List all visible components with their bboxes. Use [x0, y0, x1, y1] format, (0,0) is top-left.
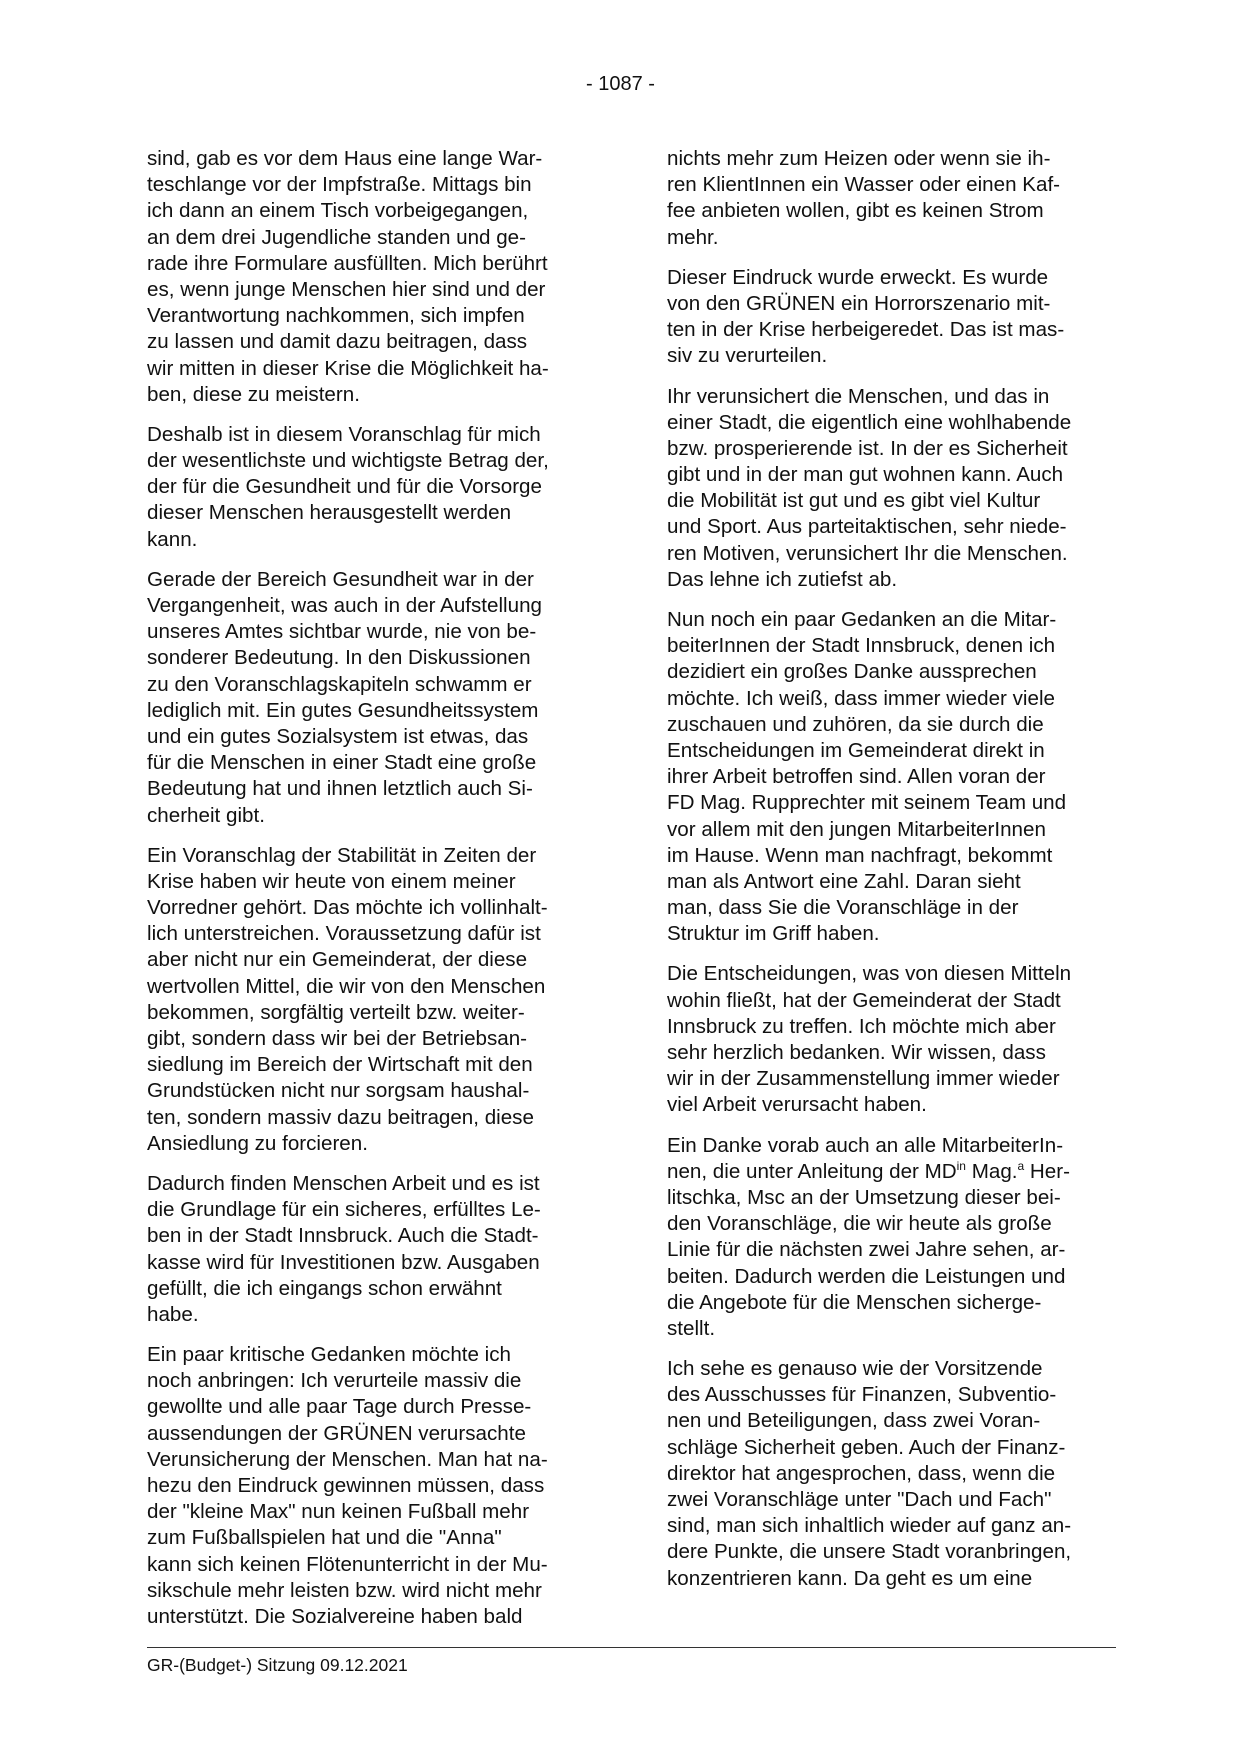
text-line: Krise haben wir heute von einem meiner [147, 869, 516, 893]
text-line: sikschule mehr leisten bzw. wird nicht mehr [147, 1578, 542, 1602]
text-line: sind, man sich inhaltlich wieder auf ganz an- [667, 1514, 1072, 1538]
text-line: unterstützt. Die Sozialvereine haben bald [147, 1604, 523, 1628]
text-line: dieser Menschen herausgestellt werden [147, 501, 512, 525]
text-line: die Angebote für die Menschen sicherge- [667, 1290, 1042, 1314]
text-line: kasse wird für Investitionen bzw. Ausgaben [147, 1250, 540, 1274]
text-line: Ein Voranschlag der Stabilität in Zeiten der [147, 843, 537, 867]
text-line: siv zu verurteilen. [667, 344, 828, 368]
text-line: im Hause. Wenn man nachfragt, bekommt [667, 843, 1053, 867]
text-line: wohin fließt, hat der Gemeinderat der Stadt [667, 988, 1061, 1012]
text-line: nen und Beteiligungen, dass zwei Voran- [667, 1409, 1041, 1433]
text-line: Grundstücken nicht nur sorgsam haushal- [147, 1079, 530, 1103]
text-line: cherheit gibt. [147, 803, 265, 827]
page-number: - 1087 - [586, 73, 655, 95]
text-line: Deshalb ist in diesem Voranschlag für mich [147, 422, 541, 446]
paragraph [147, 1342, 587, 1630]
text-line: aussendungen der GRÜNEN verursachte [147, 1421, 526, 1445]
text-line: Ihr verunsichert die Menschen, und das in [667, 384, 1050, 408]
text-line: es, wenn junge Menschen hier sind und der [147, 277, 546, 301]
superscript: a [1017, 1158, 1025, 1173]
text-line: rade ihre Formulare ausfüllten. Mich berührt [147, 251, 548, 275]
text-line: die Grundlage für ein sicheres, erfülltes Le- [147, 1198, 541, 1222]
text-line: gewollte und alle paar Tage durch Presse- [147, 1395, 532, 1419]
text-line: viel Arbeit verursacht haben. [667, 1093, 927, 1117]
text-line: Ich sehe es genauso wie der Vorsitzende [667, 1357, 1043, 1381]
paragraph [667, 961, 1107, 1118]
text-line-with-superscripts [667, 1159, 1107, 1185]
text-line: ich dann an einem Tisch vorbeigegangen, [147, 199, 529, 223]
text-line: Ein paar kritische Gedanken möchte ich [147, 1343, 512, 1367]
text-line: der wesentlichste und wichtigste Betrag der, [147, 449, 549, 473]
text-line: wir mitten in dieser Krise die Möglichkeit ha- [147, 356, 549, 380]
text-line: den Voranschläge, die wir heute als große [667, 1212, 1052, 1236]
text-line: lich unterstreichen. Voraussetzung dafür ist [147, 922, 541, 946]
text-line: kann. [147, 527, 198, 551]
text-line: sehr herzlich bedanken. Wir wissen, dass [667, 1041, 1046, 1064]
text-line: des Ausschusses für Finanzen, Subventio- [667, 1383, 1057, 1407]
text-fragment: Her- [1024, 1159, 1070, 1183]
text-line: mehr. [667, 225, 719, 249]
text-line: nichts mehr zum Heizen oder wenn sie ih- [667, 147, 1051, 170]
text-line: Die Entscheidungen, was von diesen Mitteln [667, 962, 1072, 986]
text-line: für die Menschen in einer Stadt eine große [147, 751, 537, 775]
text-line: man, dass Sie die Voranschläge in der [667, 896, 1019, 920]
text-line: Verantwortung nachkommen, sich impfen [147, 304, 525, 328]
footer-divider [147, 1647, 1116, 1648]
text-line: vor allem mit den jungen MitarbeiterInnen [667, 817, 1046, 841]
paragraph [667, 607, 1107, 947]
text-line: Ansiedlung zu forcieren. [147, 1131, 368, 1155]
text-line: Linie für die nächsten zwei Jahre sehen, ar- [667, 1238, 1066, 1262]
text-fragment: Mag. [965, 1159, 1018, 1183]
text-line: Struktur im Griff haben. [667, 922, 880, 946]
text-line: noch anbringen: Ich verurteile massiv die [147, 1369, 522, 1393]
paragraph-danke [667, 1133, 1107, 1343]
paragraph [147, 422, 587, 553]
right-column [667, 146, 1107, 1606]
text-line: gefüllt, die ich eingangs schon erwähnt [147, 1276, 502, 1300]
paragraph [147, 1171, 587, 1328]
text-line: einer Stadt, die eigentlich eine wohlhabende [667, 410, 1072, 434]
text-line: beiten. Dadurch werden die Leistungen und [667, 1264, 1066, 1288]
text-line: Innsbruck zu treffen. Ich möchte mich aber [667, 1014, 1056, 1038]
text-line: stellt. [667, 1316, 716, 1340]
text-line: habe. [147, 1302, 199, 1326]
text-line: die Mobilität ist gut und es gibt viel Kultur [667, 489, 1041, 513]
text-line: der für die Gesundheit und für die Vorsorge [147, 475, 542, 499]
text-line: zu lassen und damit dazu beitragen, dass [147, 330, 528, 354]
text-line: von den GRÜNEN ein Horrorszenario mit- [667, 291, 1051, 315]
text-line: dezidiert ein großes Danke aussprechen [667, 660, 1037, 684]
paragraph [147, 567, 587, 829]
text-line: dere Punkte, die unsere Stadt voranbringen, [667, 1540, 1072, 1564]
text-line: bzw. prosperierende ist. In der es Sicherheit [667, 436, 1068, 460]
text-line: Dadurch finden Menschen Arbeit und es ist [147, 1171, 540, 1195]
text-line: Gerade der Bereich Gesundheit war in der [147, 567, 534, 591]
text-line: zum Fußballspielen hat und die "Anna" [147, 1526, 502, 1550]
right-column-paragraphs [667, 146, 1107, 1119]
text-line: ren Motiven, verunsichert Ihr die Menschen. [667, 541, 1068, 565]
text-line: man als Antwort eine Zahl. Daran sieht [667, 869, 1021, 893]
text-line: Vorredner gehört. Das möchte ich vollinhalt- [147, 896, 548, 920]
text-line: konzentrieren kann. Da geht es um eine [667, 1566, 1033, 1590]
text-line: Vergangenheit, was auch in der Aufstellung [147, 594, 542, 617]
text-line: gibt, sondern dass wir bei der Betriebsan- [147, 1027, 528, 1050]
text-line: ren KlientInnen ein Wasser oder einen Kaf- [667, 173, 1061, 197]
text-line: aber nicht nur ein Gemeinderat, der diese [147, 948, 528, 972]
text-line: litschka, Msc an der Umsetzung dieser bei- [667, 1185, 1061, 1209]
text-line: gibt und in der man gut wohnen kann. Auch [667, 463, 1064, 487]
paragraph [147, 843, 587, 1157]
text-line: an dem drei Jugendliche standen und ge- [147, 225, 526, 249]
text-line: zwei Voranschläge unter "Dach und Fach" [667, 1488, 1052, 1511]
text-line: lediglich mit. Ein gutes Gesundheitssystem [147, 698, 539, 722]
text-line: Verunsicherung der Menschen. Man hat na- [147, 1447, 548, 1471]
paragraph [667, 384, 1107, 594]
text-line: schläge Sicherheit geben. Auch der Finanz- [667, 1435, 1066, 1459]
text-line: unseres Amtes sichtbar wurde, nie von be- [147, 620, 537, 644]
text-line: ben, diese zu meistern. [147, 382, 360, 406]
paragraph [667, 265, 1107, 370]
text-line: und ein gutes Sozialsystem ist etwas, das [147, 724, 529, 748]
right-column-last-paragraph [667, 1356, 1107, 1592]
text-line: direktor hat angesprochen, dass, wenn die [667, 1461, 1056, 1485]
paragraph [667, 146, 1107, 251]
paragraph [147, 146, 587, 408]
text-line: sonderer Bedeutung. In den Diskussionen [147, 646, 531, 670]
text-line: siedlung im Bereich der Wirtschaft mit den [147, 1053, 533, 1077]
text-line: zuschauen und zuhören, da sie durch die [667, 712, 1044, 736]
superscript: in [956, 1158, 966, 1173]
text-line: und Sport. Aus parteitaktischen, sehr niede- [667, 515, 1067, 539]
text-line: FD Mag. Rupprechter mit seinem Team und [667, 791, 1067, 815]
text-fragment: nen, die unter Anleitung der MD [667, 1159, 957, 1183]
text-line: Ein Danke vorab auch an alle MitarbeiterIn- [667, 1133, 1064, 1157]
text-line: wertvollen Mittel, die wir von den Menschen [147, 974, 546, 998]
text-line: Das lehne ich zutiefst ab. [667, 567, 898, 591]
text-line: der "kleine Max" nun keinen Fußball mehr [147, 1500, 530, 1524]
text-line: kann sich keinen Flötenunterricht in der Mu- [147, 1552, 548, 1576]
paragraph [667, 1356, 1107, 1592]
text-line: ten in der Krise herbeigeredet. Das ist mas- [667, 318, 1065, 342]
text-line: möchte. Ich weiß, dass immer wieder viele [667, 686, 1055, 710]
text-line: beiterInnen der Stadt Innsbruck, denen ich [667, 634, 1056, 658]
left-column [147, 146, 587, 1644]
text-line: Entscheidungen im Gemeinderat direkt in [667, 738, 1045, 762]
text-line: bekommen, sorgfältig verteilt bzw. weiter- [147, 1000, 525, 1024]
text-line: ten, sondern massiv dazu beitragen, diese [147, 1105, 534, 1129]
text-line: teschlange vor der Impfstraße. Mittags bin [147, 173, 532, 197]
text-line: zu den Voranschlagskapiteln schwamm er [147, 672, 532, 696]
text-line: Dieser Eindruck wurde erweckt. Es wurde [667, 265, 1049, 289]
text-line: hezu den Eindruck gewinnen müssen, dass [147, 1474, 545, 1497]
text-line: ihrer Arbeit betroffen sind. Allen voran der [667, 765, 1046, 789]
text-line: wir in der Zusammenstellung immer wieder [667, 1067, 1060, 1091]
text-line: Bedeutung hat und ihnen letztlich auch Si- [147, 777, 533, 801]
footer-session-label: GR-(Budget-) Sitzung 09.12.2021 [147, 1655, 408, 1675]
text-line: fee anbieten wollen, gibt es keinen Strom [667, 199, 1044, 223]
text-line: sind, gab es vor dem Haus eine lange War- [147, 147, 543, 170]
text-line: Nun noch ein paar Gedanken an die Mitar- [667, 608, 1057, 631]
text-line: ben in der Stadt Innsbruck. Auch die Stadt- [147, 1224, 539, 1248]
